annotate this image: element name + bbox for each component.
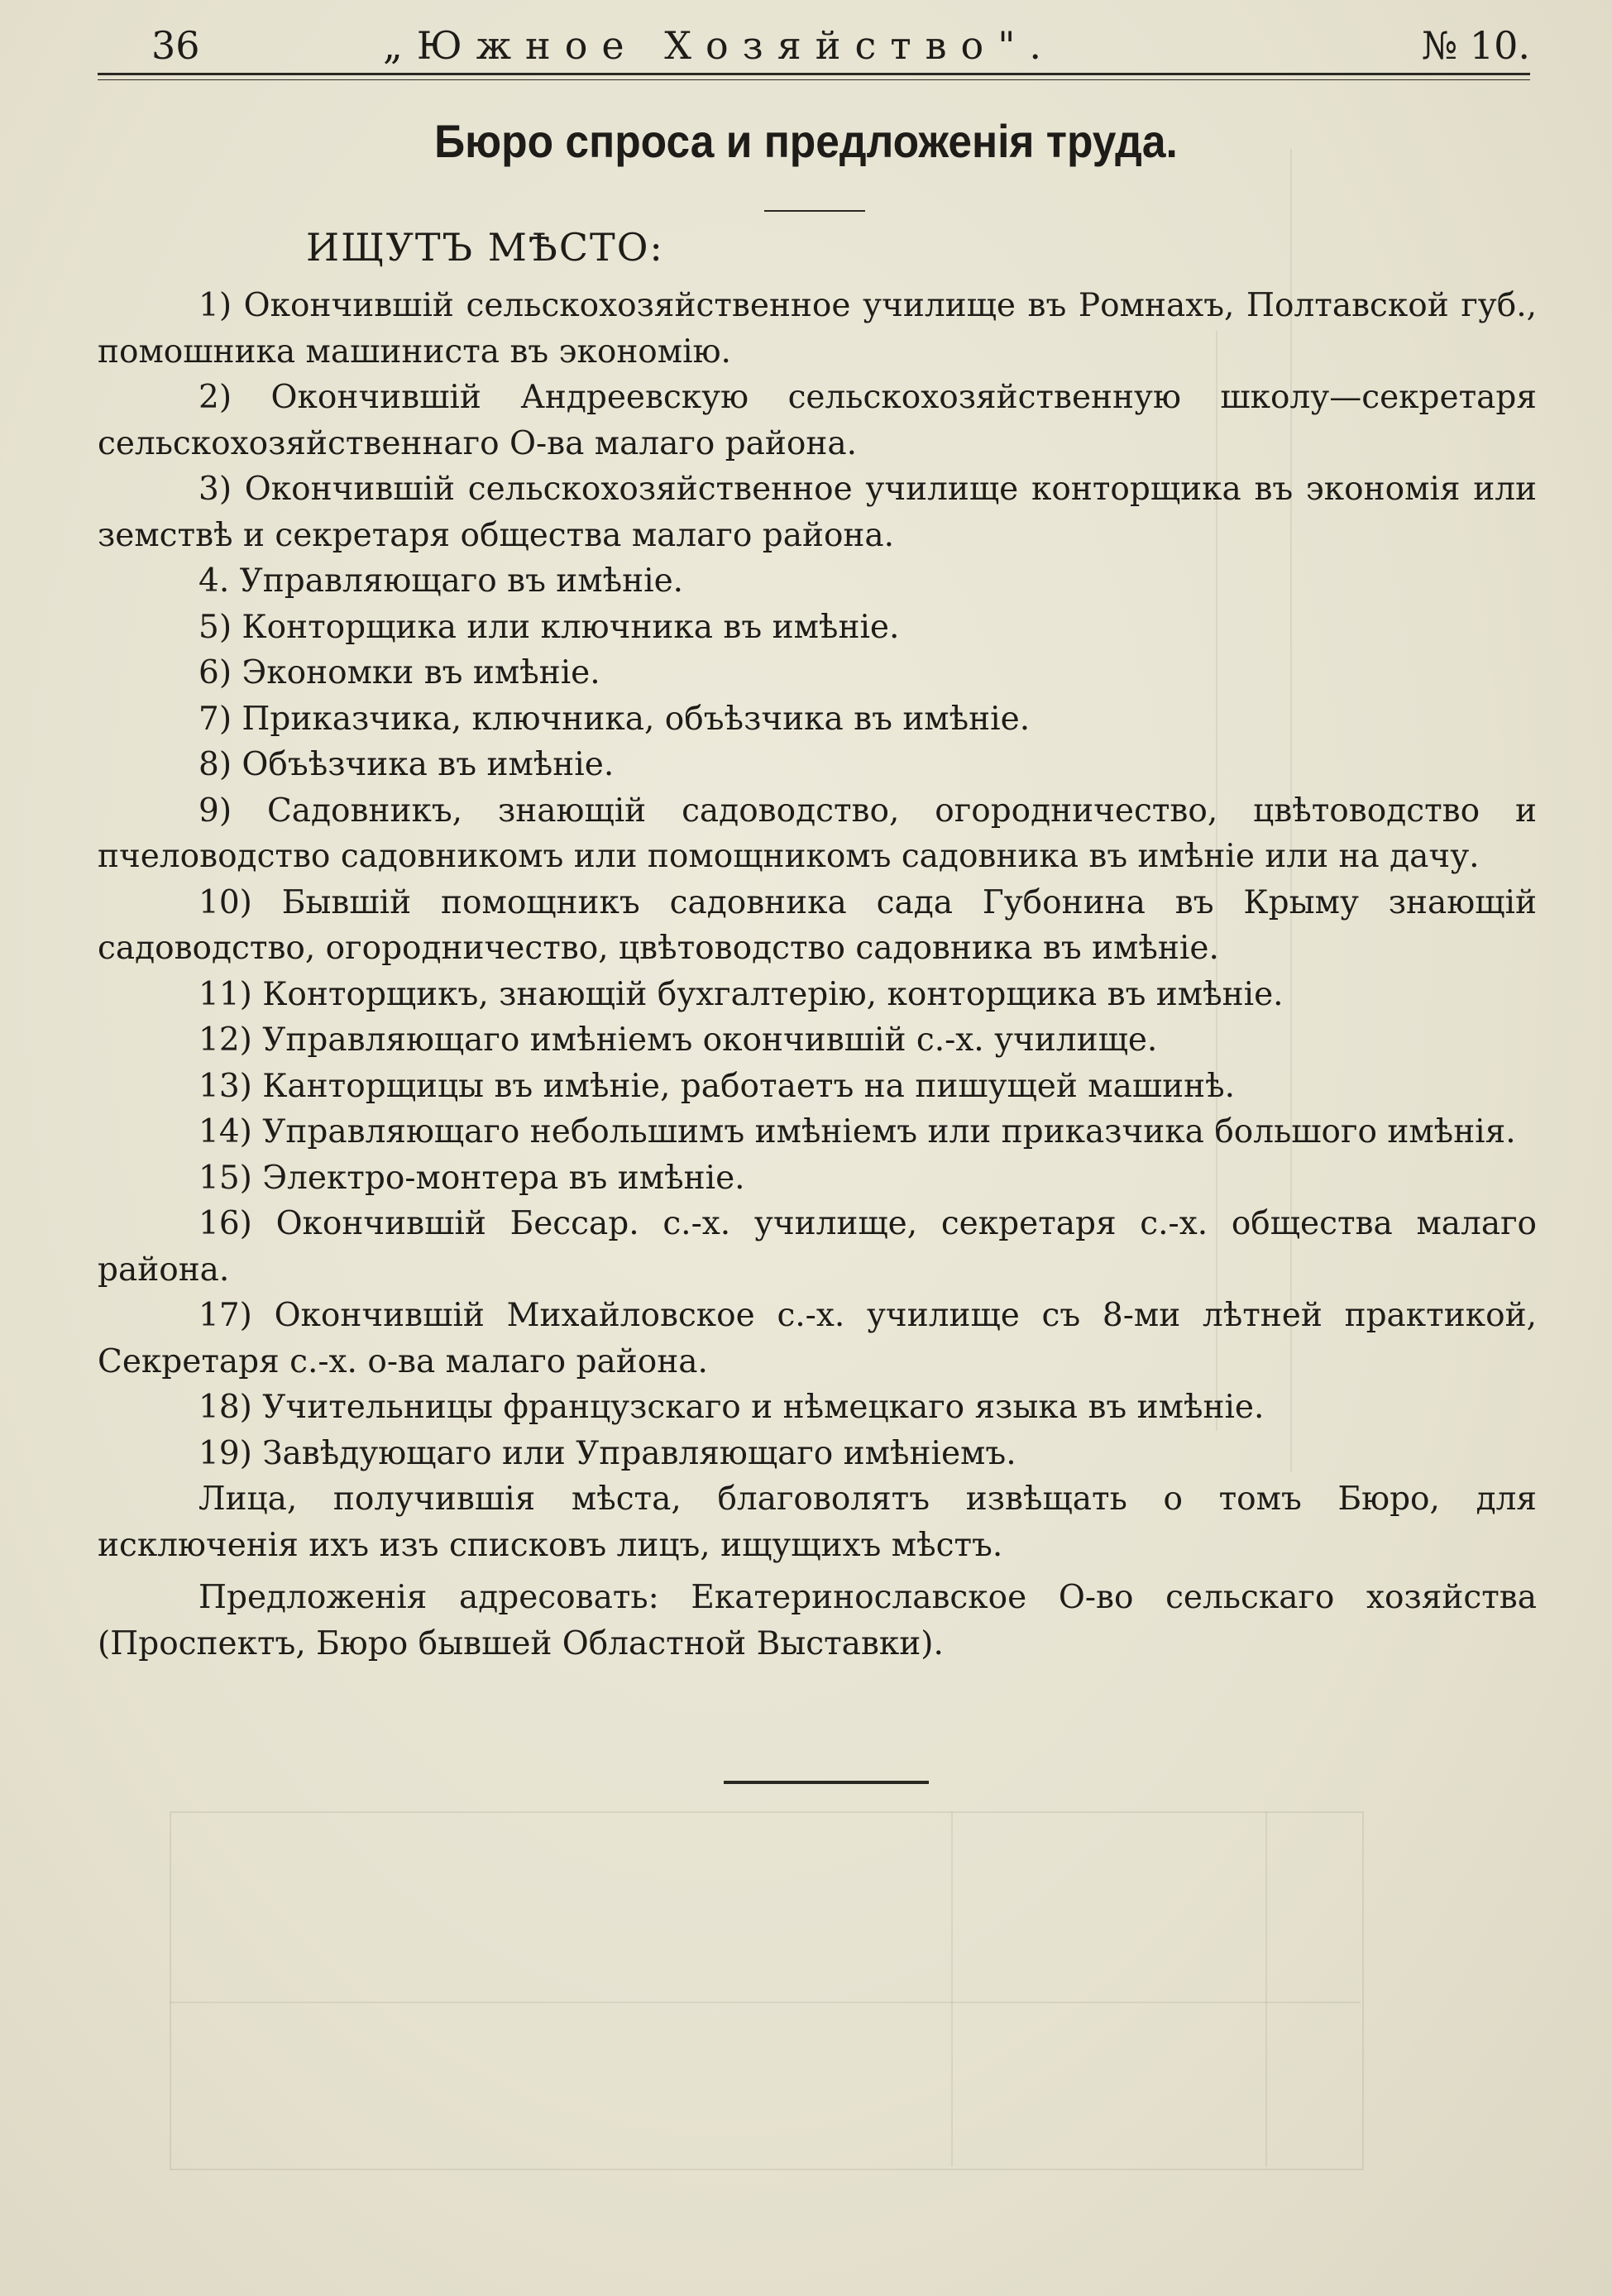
list-item: 2) Окончившій Андреевскую сельскохозяйственную школу—секретаря сельскохозяйственнаго О-ва малаго района.	[98, 379, 1537, 462]
bleed-through-line	[170, 2002, 1361, 2003]
list-item: 3) Окончившій сельскохозяйственное училище конторщика въ экономія или земствѣ и секретаря общества малаго района.	[98, 471, 1537, 554]
bleed-through-table	[170, 1811, 1364, 2170]
section-subtitle: ИЩУТЪ МѢСТО:	[306, 225, 664, 270]
bleed-through-line	[1265, 1811, 1267, 2167]
address-note: Предложенія адресовать: Екатеринославское О-во сельскаго хозяйства (Проспектъ, Бюро бывшей Областной Выставки).	[98, 1579, 1537, 1662]
bleed-through-line	[951, 1811, 953, 2167]
article-title: Бюро спроса и предложенія труда.	[434, 115, 1178, 167]
issue-number: № 10.	[1421, 23, 1530, 68]
list-item: 11) Конторщикъ, знающій бухгалтерію, конторщика въ имѣніе.	[199, 975, 1284, 1013]
end-divider	[724, 1781, 929, 1784]
list-item: 16) Окончившій Бессар. с.-х. училище, секретаря с.-х. общества малаго района.	[98, 1205, 1537, 1289]
list-item: 13) Канторщицы въ имѣніе, работаетъ на пишущей машинѣ.	[199, 1067, 1235, 1105]
page-number: 36	[151, 23, 200, 68]
running-header	[98, 23, 1530, 73]
closing-note: Лица, получившія мѣста, благоволятъ извѣщать о томъ Бюро, для исключенія ихъ изъ списковъ лицъ, ищущихъ мѣстъ.	[98, 1480, 1537, 1564]
list-item: 1) Окончившій сельскохозяйственное училище въ Ромнахъ, Полтавской губ., помошника машиниста въ экономію.	[98, 287, 1537, 371]
list-item: 10) Бывшій помощникъ садовника сада Губонина въ Крыму знающій садоводство, огородничество, цвѣтоводство садовника въ имѣніе.	[98, 883, 1537, 967]
list-item: 5) Конторщика или ключника въ имѣніе.	[199, 608, 900, 646]
list-item: 18) Учительницы французскаго и нѣмецкаго языка въ имѣніе.	[199, 1389, 1265, 1426]
journal-title: „Южное Хозяйство".	[383, 23, 1056, 68]
list-item: 7) Приказчика, ключника, объѣзчика въ имѣніе.	[199, 700, 1031, 738]
list-item: 6) Экономки въ имѣніе.	[199, 654, 600, 691]
list-item: 12) Управляющаго имѣніемъ окончившій с.-х. училище.	[199, 1021, 1158, 1059]
title-divider	[764, 210, 865, 212]
list-item: 14) Управляющаго небольшимъ имѣніемъ или приказчика большого имѣнія.	[199, 1113, 1516, 1150]
list-item: 8) Объѣзчика въ имѣніе.	[199, 746, 615, 783]
header-rule-thin	[98, 79, 1530, 80]
list-item: 17) Окончившій Михайловское с.-х. училище съ 8-ми лѣтней практикой, Секретаря с.-х. о-ва малаго района.	[98, 1297, 1537, 1380]
header-rule	[98, 73, 1530, 75]
list-item: 9) Садовникъ, знающій садоводство, огородничество, цвѣтоводство и пчеловодство садовникомъ или помощникомъ садовника въ имѣніе или на дачу.	[98, 792, 1537, 875]
article-body	[98, 283, 1537, 1667]
list-item: 19) Завѣдующаго или Управляющаго имѣніемъ.	[199, 1434, 1016, 1472]
list-item: 4. Управляющаго въ имѣніе.	[199, 562, 684, 600]
list-item: 15) Электро-монтера въ имѣніе.	[199, 1159, 745, 1197]
